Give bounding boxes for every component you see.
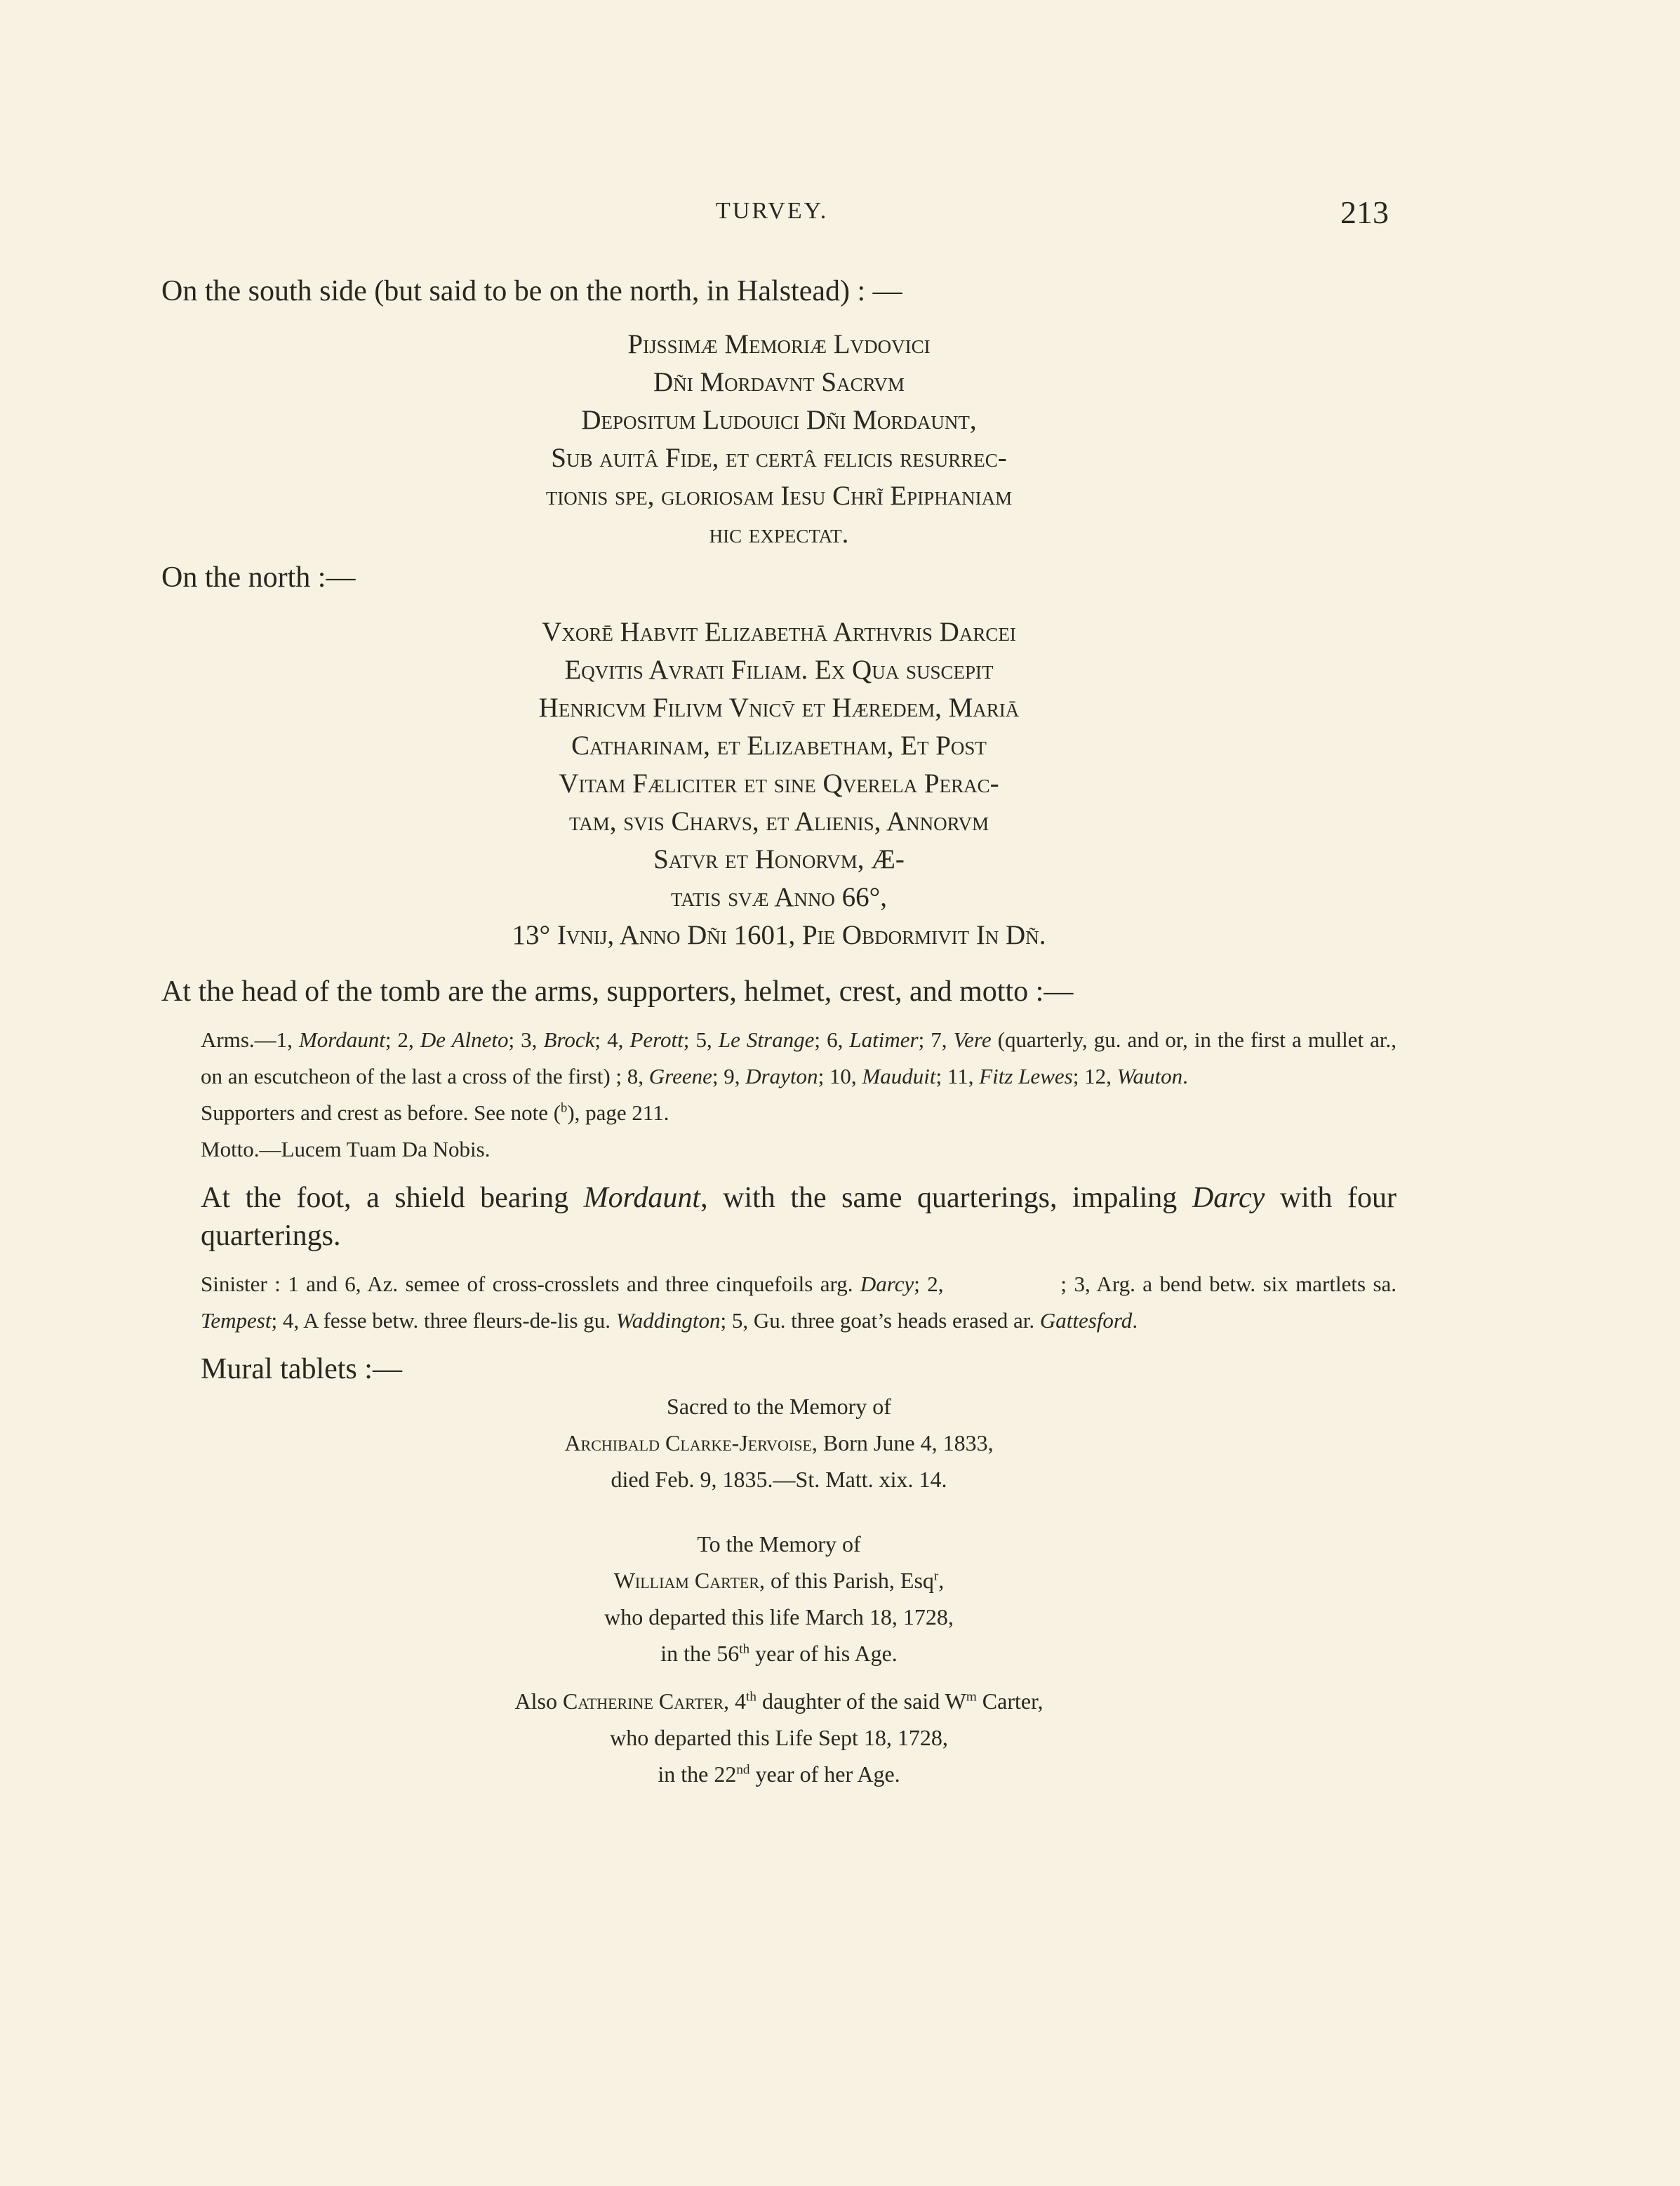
mural-tablets-heading: Mural tablets :—: [201, 1353, 402, 1385]
foot-of-tomb-heading: At the foot, a shield bearing Mordaunt, with the same quarterings, impaling Darcy with four quarterings.: [201, 1182, 1396, 1252]
inscription-line: hic expectat.: [709, 519, 849, 549]
arms-paragraph: Arms.—1, Mordaunt; 2, De Alneto; 3, Brock; 4, Perott; 5, Le Strange; 6, Latimer; 7, Vere (quarterly, gu. and or, in the first a mullet ar., on an escutcheon of the last a cross of the first) ; 8, Greene; 9, Drayton; 10, Mauduit; 11, Fitz Lewes; 12, Wauton.: [201, 1027, 1397, 1088]
tablet-line: Also Catherine Carter, 4th daughter of the said $W^m$ Carter,: [514, 1688, 1044, 1714]
inscription-line: Dñi Mordavnt Sacrvm: [653, 367, 905, 397]
page-number: 213: [1340, 194, 1389, 230]
tablet-line: To the Memory of: [697, 1531, 861, 1557]
tablet-line: in the 22nd year of her Age.: [658, 1761, 900, 1787]
inscription-line: Depositum Ludouici Dñi Mordaunt,: [581, 405, 977, 435]
inscription-north: [161, 613, 1396, 954]
tablet-line: in the 56th year of his Age.: [660, 1641, 898, 1666]
sinister-paragraph: Sinister : 1 and 6, Az. semee of cross-crosslets and three cinquefoils arg. Darcy; 2, ; 3, Arg. a bend betw. six martlets sa. Tempest; 4, A fesse betw. three fleurs-de-lis gu. Waddington; 5, Gu. three goat’s heads erased ar. Gattesford.: [201, 1272, 1397, 1333]
inscription-line: tionis spe, gloriosam Iesu Chrĩ Epiphaniam: [545, 481, 1013, 511]
north-side-heading: On the north :—: [161, 561, 356, 594]
page-body: [161, 272, 1396, 1792]
inscription-south: [161, 326, 1396, 553]
motto-line: Motto.—Lucem Tuam Da Nobis.: [201, 1137, 491, 1161]
tablet-william-carter: [161, 1526, 1396, 1672]
south-side-heading: On the south side (but said to be on the north, in Halstead) : —: [161, 275, 902, 307]
inscription-line: 13° Ivnij, Anno Dñi 1601, Pie Obdormivit In Dñ.: [512, 920, 1046, 950]
inscription-line: Sub auitâ Fide, et certâ felicis resurrec-: [551, 443, 1007, 473]
tablet-line: who departed this life March 18, 1728,: [604, 1604, 954, 1629]
inscription-line: Eqvitis Avrati Filiam. Ex Qua suscepit: [564, 655, 994, 685]
page-header: [0, 194, 1680, 240]
inscription-line: Satvr et Honorvm, Æ-: [653, 844, 905, 874]
inscription-line: tatis svæ Anno 66°,: [671, 882, 887, 912]
inscription-line: tam, svis Charvs, et Alienis, Annorvm: [568, 806, 989, 837]
tablet-line: Sacred to the Memory of: [667, 1394, 891, 1419]
inscription-line: Henricvm Filivm Vnicv̄ et Hæredem, Mariā: [538, 693, 1020, 723]
supporters-line: Supporters and crest as before. See note ($^b$), page 211.: [201, 1100, 669, 1125]
inscription-line: Pijssimæ Memoriæ Lvdovici: [627, 329, 931, 359]
tablet-line: William Carter, of this Parish, Esq$^r$,: [613, 1568, 945, 1593]
running-title: TURVEY.: [716, 198, 829, 224]
inscription-line: Catharinam, et Elizabetham, Et Post: [571, 731, 987, 761]
tablet-line: Archibald Clarke-Jervoise, Born June 4, 1833,: [564, 1430, 994, 1455]
tablet-catherine-carter: [161, 1683, 1396, 1792]
inscription-line: Vitam Fæliciter et sine Qverela Perac-: [559, 768, 999, 799]
tablet-clarke-jervoise: [161, 1388, 1396, 1498]
head-of-tomb-heading: At the head of the tomb are the arms, supporters, helmet, crest, and motto :—: [161, 975, 1074, 1008]
inscription-line: Vxorē Habvit Elizabethā Arthvris Darcei: [542, 617, 1016, 647]
tablet-line: died Feb. 9, 1835.—St. Matt. xix. 14.: [611, 1467, 947, 1492]
tablet-line: who departed this Life Sept 18, 1728,: [610, 1725, 948, 1750]
